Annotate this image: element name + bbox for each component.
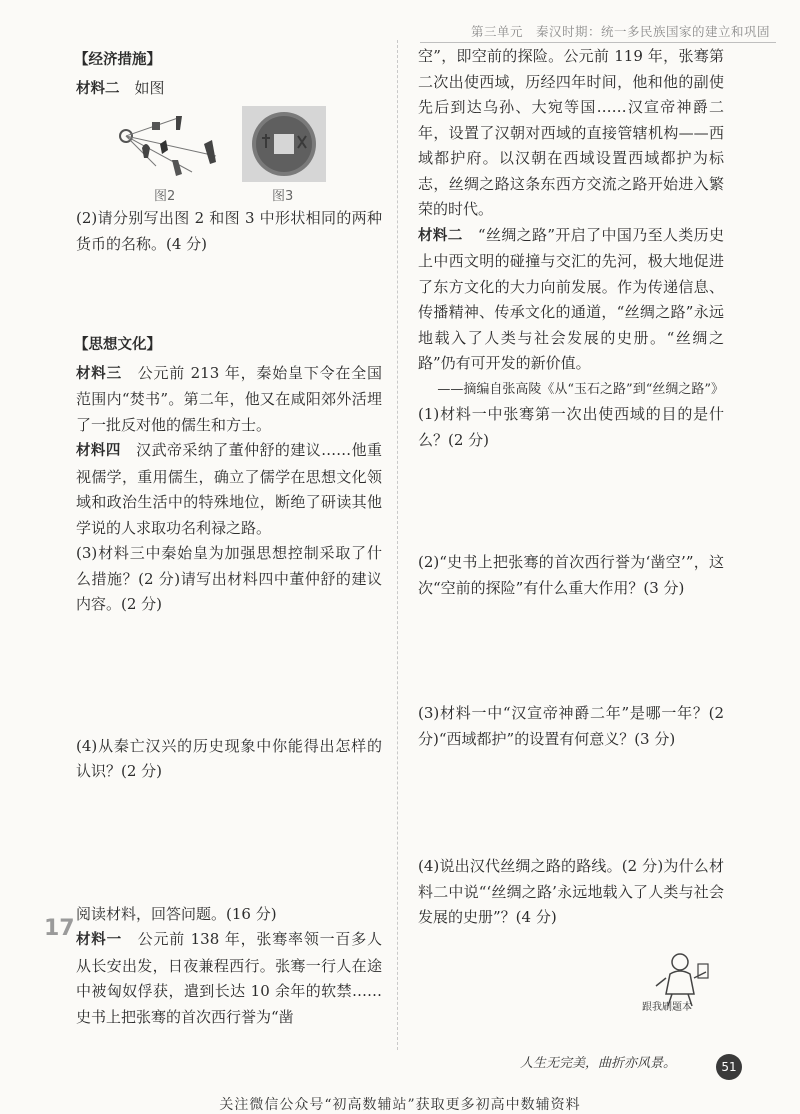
source-citation: ——摘编自张高陵《从“玉石之路”到“丝绸之路”》: [437, 381, 724, 397]
figure-2-caption: 图2: [154, 189, 176, 204]
material-3: [76, 361, 382, 439]
question-1: (1)材料一中张骞第一次出使西域的目的是什么？(2 分): [418, 405, 724, 449]
question-2-right: (2)“史书上把张骞的首次西行誉为‘凿空’”，这次“空前的探险”有什么重大作用？(3 分): [418, 553, 724, 597]
column-divider: [397, 40, 398, 1050]
material-4: [76, 438, 382, 541]
header-rule: [420, 42, 776, 43]
knife-coins-figure: [116, 114, 226, 184]
banliang-coin-photo: [242, 106, 326, 182]
section-title-thought: 【思想文化】: [74, 337, 161, 353]
material-label: 材料三: [76, 365, 122, 382]
material-text: “丝绸之路”开启了中国乃至人类历史上中西文明的碰撞与交汇的先河，极大地促进了东方文化的大力向前发展。作为传递信息、传播精神、传承文化的通道，“丝绸之路”永远地载入了人类与社会发展的史册。“丝绸之路”仍有可开发的新价值。: [418, 225, 724, 372]
answer-space: [418, 601, 724, 701]
material-label: 材料二: [418, 227, 463, 244]
right-column: [418, 44, 724, 931]
question-3: (3)材料三中秦始皇为加强思想控制采取了什么措施？(2 分)请写出材料四中董仲舒的建议内容。(2 分): [76, 544, 382, 613]
material-1-continued: 空”，即空前的探险。公元前 119 年，张骞第二次出使西域，历经四年时间，他和他的副使先后到达乌孙、大宛等国……汉宣帝神爵二年，设置了汉朝对西域的直接管辖机构——西域都护府。以汉朝在西域设置西域都护为标志，丝绸之路这条东西方交流之路开始进入繁荣的时代。: [418, 47, 724, 218]
material-2b: [418, 223, 724, 377]
question-2: (2)请分别写出图 2 和图 3 中形状相同的两种货币的名称。(4 分): [76, 209, 382, 253]
page-motto: 人生无完美，曲折亦风景。: [520, 1056, 677, 1071]
figures: [76, 106, 382, 206]
answer-space: [76, 785, 382, 902]
section-title-economy: 【经济措施】: [74, 52, 161, 68]
material-label: 材料一: [76, 932, 122, 948]
answer-space: [76, 618, 382, 734]
material-text: 公元前 138 年，张骞率领一百多人从长安出发，日夜兼程西行。张骞一行人在途中被匈奴俘获，遣到长达 10 余年的软禁……史书上把张骞的首次西行誉为“凿: [76, 930, 382, 1026]
question-17-intro: 阅读材料，回答问题。(16 分): [76, 904, 277, 923]
figure-3-caption: 图3: [272, 189, 294, 204]
material-label: 材料四: [76, 443, 121, 459]
material-text: 如图: [119, 78, 165, 97]
material-1: [76, 927, 382, 1030]
material-2-figure-intro: [76, 76, 382, 103]
question-number: 17: [44, 916, 75, 941]
answer-space: [76, 257, 382, 329]
material-label: 材料二: [76, 80, 120, 97]
answer-space: [418, 752, 724, 854]
left-column: [76, 44, 382, 1030]
square-hole-coin-icon: [242, 106, 326, 182]
answer-space: [418, 453, 724, 550]
mascot-caption: 跟我刷题本: [642, 1002, 692, 1013]
question-4: (4)从秦亡汉兴的历史现象中你能得出怎样的认识？(2 分): [76, 736, 382, 780]
page-number-badge: 51: [716, 1054, 742, 1080]
material-text: 公元前 213 年，秦始皇下令在全国范围内“焚书”。第二年，他又在咸阳郊外活埋了一批反对他的儒生和方士。: [76, 363, 382, 434]
running-header: 第三单元 秦汉时期：统一多民族国家的建立和巩固: [470, 24, 770, 39]
page-footer: 关注微信公众号“初高数辅站”获取更多初高中数辅资料: [219, 1097, 581, 1113]
question-4-right: (4)说出汉代丝绸之路的路线。(2 分)为什么材料二中说“‘丝绸之路’永远地载入了人类与社会发展的史册”？(4 分): [418, 857, 724, 926]
material-text: 汉武帝采纳了董仲舒的建议……他重视儒学，重用儒生，确立了儒学在思想文化领域和政治生活中的特殊地位，断绝了研读其他学说的人求取功名利禄之路。: [76, 441, 382, 537]
question-3-right: (3)材料一中“汉宣帝神爵二年”是哪一年？(2 分)“西域都护”的设置有何意义？(3 分): [418, 704, 724, 748]
